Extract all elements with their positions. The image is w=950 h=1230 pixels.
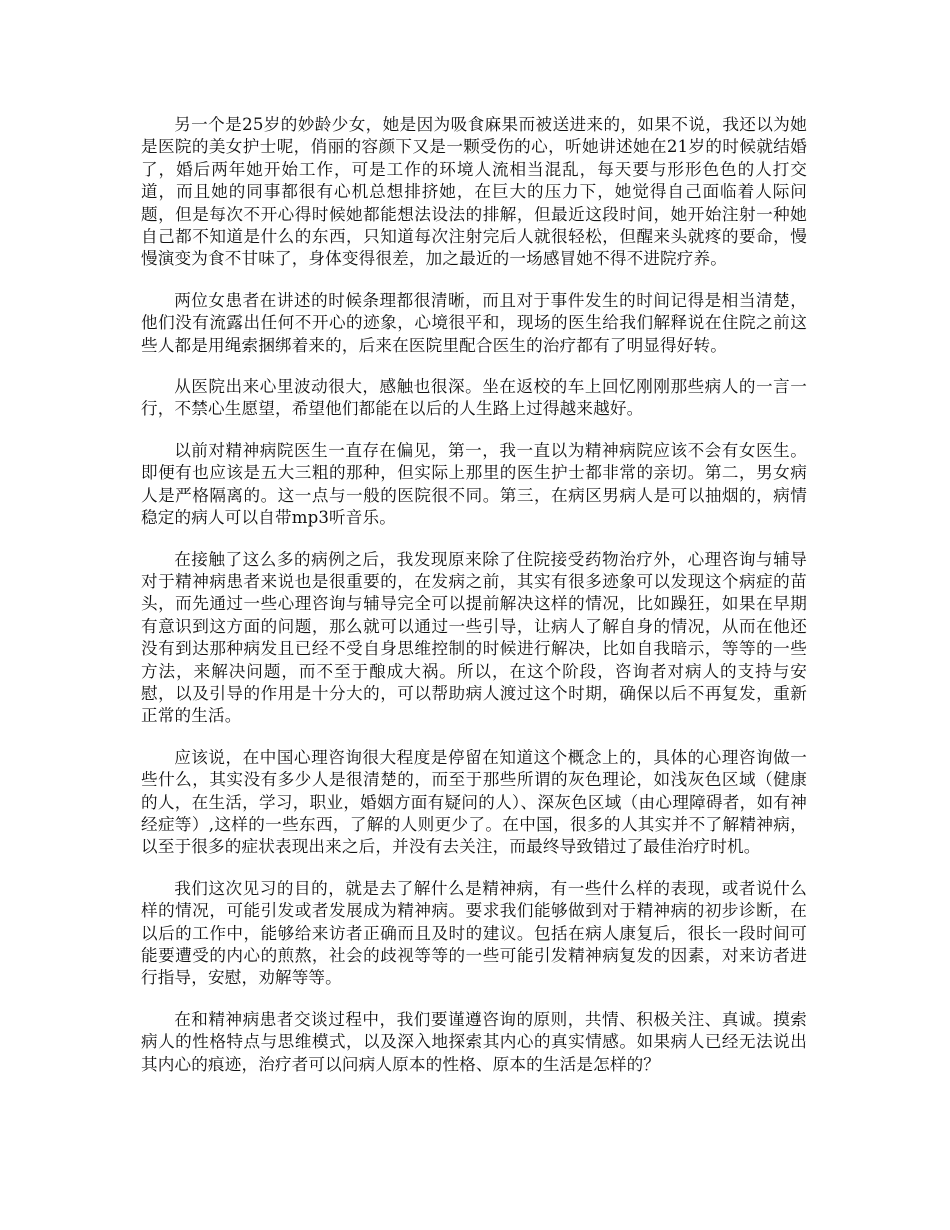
paragraph-2: 两位女患者在讲述的时候条理都很清晰，而且对于事件发生的时间记得是相当清楚，他们没有流露出任何不开心的迹象，心境很平和，现场的医生给我们解释说在住院之前这些人都是用绳索捆绑着来的，后来在医院里配合医生的治疗都有了明显得好转。 <box>141 290 807 355</box>
paragraph-6: 应该说，在中国心理咨询很大程度是停留在知道这个概念上的，具体的心理咨询做一些什么，其实没有多少人是很清楚的，而至于那些所谓的灰色理论，如浅灰色区域（健康的人，在生活，学习，职业，婚姻方面有疑问的人）、深灰色区域（由心理障碍者，如有神经症等）,这样的一些东西，了解的人则更少了。在中国，很多的人其实并不了解精神病，以至于很多的症状表现出来之后，并没有去关注，而最终导致错过了最佳治疗时机。 <box>141 747 807 857</box>
paragraph-3: 从医院出来心里波动很大，感触也很深。坐在返校的车上回忆刚刚那些病人的一言一行，不禁心生愿望，希望他们都能在以后的人生路上过得越来越好。 <box>141 377 807 419</box>
paragraph-4: 以前对精神病院医生一直存在偏见，第一，我一直以为精神病院应该不会有女医生。即便有也应该是五大三粗的那种，但实际上那里的医生护士都非常的亲切。第二，男女病人是严格隔离的。这一点与一般的医院很不同。第三，在病区男病人是可以抽烟的，病情稳定的病人可以自带mp3听音乐。 <box>141 440 807 528</box>
paragraph-1: 另一个是25岁的妙龄少女，她是因为吸食麻果而被送进来的，如果不说，我还以为她是医院的美女护士呢，俏丽的容颜下又是一颗受伤的心，听她讲述她在21岁的时候就结婚了，婚后两年她开始工作，可是工作的环境人流相当混乱，每天要与形形色色的人打交道，而且她的同事都很有心机总想排挤她，在巨大的压力下，她觉得自己面临着人际问题，但是每次不开心得时候她都能想法设法的排解，但最近这段时间，她开始注射一种她自己都不知道是什么的东西，只知道每次注射完后人就很轻松，但醒来头就疼的要命，慢慢演变为食不甘味了，身体变得很差，加之最近的一场感冒她不得不进院疗养。 <box>141 115 807 269</box>
paragraph-7: 我们这次见习的目的，就是去了解什么是精神病，有一些什么样的表现，或者说什么样的情况，可能引发或者发展成为精神病。要求我们能够做到对于精神病的初步诊断，在以后的工作中，能够给来访者正确而且及时的建议。包括在病人康复后，很长一段时间可能要遭受的内心的煎熬，社会的歧视等等的一些可能引发精神病复发的因素，对来访者进行指导，安慰，劝解等等。 <box>141 878 807 988</box>
paragraph-8: 在和精神病患者交谈过程中，我们要谨遵咨询的原则，共情、积极关注、真诚。摸索病人的性格特点与思维模式，以及深入地探索其内心的真实情感。如果病人已经无法说出其内心的痕迹，治疗者可以问病人原本的性格、原本的生活是怎样的？ <box>141 1009 807 1074</box>
paragraph-5: 在接触了这么多的病例之后，我发现原来除了住院接受药物治疗外，心理咨询与辅导对于精神病患者来说也是很重要的，在发病之前，其实有很多迹象可以发现这个病症的苗头，而先通过一些心理咨询与辅导完全可以提前解决这样的情况，比如躁狂，如果在早期有意识到这方面的问题，那么就可以通过一些引导，让病人了解自身的情况，从而在他还没有到达那种病发且已经不受自身思维控制的时候进行解决，比如自我暗示，等等的一些方法，来解决问题，而不至于酿成大祸。所以，在这个阶段，咨询者对病人的支持与安慰，以及引导的作用是十分大的，可以帮助病人渡过这个时期，确保以后不再复发，重新正常的生活。 <box>141 549 807 726</box>
